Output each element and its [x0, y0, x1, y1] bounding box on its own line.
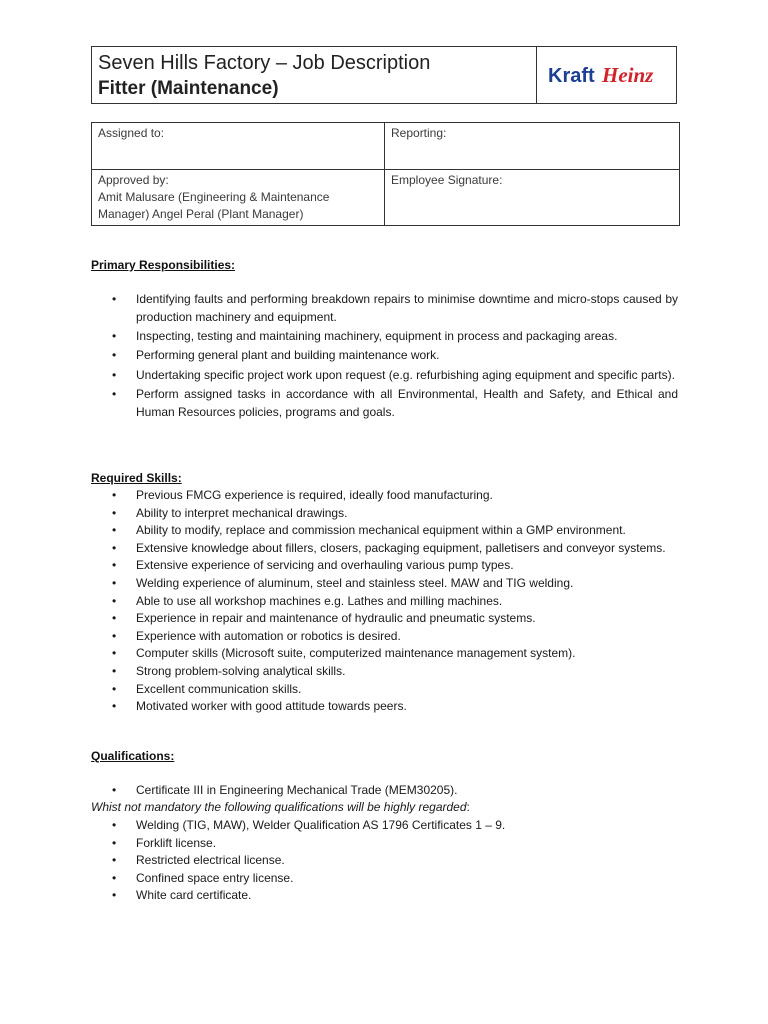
document-header	[91, 46, 677, 104]
bullet-icon: •	[112, 870, 117, 885]
bullet-icon: •	[112, 348, 117, 363]
list-item-text: Perform assigned tasks in accordance with all Environmental, Health and Safety, and Ethical and Human Resources policies, programs and goals.	[136, 387, 678, 419]
list-item-text: Ability to modify, replace and commission mechanical equipment within a GMP environment.	[136, 523, 626, 538]
logo-kraft-text: Kraft	[547, 65, 595, 87]
qualifications-heading: Qualifications:	[91, 749, 175, 763]
list-item-text: Undertaking specific project work upon request (e.g. refurbishing aging equipment and specific parts).	[136, 367, 675, 382]
list-item-text: Motivated worker with good attitude towards peers.	[136, 699, 407, 714]
bullet-icon: •	[112, 540, 117, 555]
list-item	[91, 817, 678, 835]
bullet-icon: •	[112, 853, 117, 868]
list-item	[91, 870, 678, 888]
bullet-icon: •	[112, 783, 117, 797]
bullet-icon: •	[112, 328, 117, 343]
list-item-text: Forklift license.	[136, 835, 217, 850]
list-item-text: Computer skills (Microsoft suite, computerized maintenance management system).	[136, 646, 576, 661]
list-item	[91, 487, 678, 505]
list-item-text: White card certificate.	[136, 888, 252, 903]
table-row	[92, 170, 680, 226]
list-item-text: Previous FMCG experience is required, ideally food manufacturing.	[136, 488, 493, 502]
required-qualifications-list	[91, 782, 678, 800]
list-item	[91, 367, 678, 385]
list-item-text: Restricted electrical license.	[136, 853, 285, 868]
list-item	[91, 575, 678, 593]
bullet-icon: •	[112, 611, 117, 626]
bullet-icon: •	[112, 663, 117, 678]
list-item	[91, 540, 678, 558]
list-item	[91, 347, 678, 365]
list-item	[91, 663, 678, 681]
list-item	[91, 291, 678, 326]
kraft-heinz-logo	[546, 60, 668, 90]
list-item-text: Performing general plant and building maintenance work.	[136, 348, 440, 363]
list-item	[91, 698, 678, 716]
list-item	[91, 593, 678, 611]
list-item-text: Experience with automation or robotics is desired.	[136, 628, 401, 643]
approver-names-line2: Manager) Angel Peral (Plant Manager)	[98, 207, 304, 221]
approved-by-cell	[92, 170, 385, 226]
list-item-text: Excellent communication skills.	[136, 681, 302, 696]
list-item	[91, 887, 678, 905]
list-item-text: Able to use all workshop machines e.g. Lathes and milling machines.	[136, 593, 503, 608]
bullet-icon: •	[112, 681, 117, 696]
bullet-icon: •	[112, 523, 117, 538]
list-item	[91, 628, 678, 646]
assignment-table	[91, 122, 680, 226]
list-item-text: Certificate III in Engineering Mechanical Trade (MEM30205).	[136, 783, 458, 797]
bullet-icon: •	[112, 628, 117, 643]
company-logo	[537, 47, 676, 103]
approver-names-line1: Amit Malusare (Engineering & Maintenance	[98, 190, 330, 204]
assigned-to-cell	[92, 123, 385, 170]
list-item	[91, 852, 678, 870]
list-item	[91, 782, 678, 800]
list-item	[91, 522, 678, 540]
list-item-text: Welding (TIG, MAW), Welder Qualification AS 1796 Certificates 1 – 9.	[136, 818, 506, 832]
employee-signature-cell	[385, 170, 680, 226]
list-item-text: Confined space entry license.	[136, 870, 294, 885]
bullet-icon: •	[112, 593, 117, 608]
bullet-icon: •	[112, 367, 117, 382]
job-title: Fitter (Maintenance)	[98, 78, 279, 99]
primary-responsibilities-list	[91, 291, 678, 423]
qualifications-note	[91, 800, 470, 814]
bullet-icon: •	[112, 488, 117, 502]
list-item	[91, 645, 678, 663]
list-item-text: Inspecting, testing and maintaining machinery, equipment in process and packaging areas.	[136, 328, 618, 343]
bullet-icon: •	[112, 558, 117, 573]
qualifications-note-colon: :	[466, 800, 470, 814]
bullet-icon: •	[112, 835, 117, 850]
bullet-icon: •	[112, 292, 117, 306]
list-item	[91, 505, 678, 523]
desired-qualifications-list	[91, 817, 678, 905]
list-item	[91, 557, 678, 575]
list-item	[91, 328, 678, 346]
list-item	[91, 386, 678, 421]
bullet-icon: •	[112, 575, 117, 590]
bullet-icon: •	[112, 699, 117, 714]
list-item	[91, 681, 678, 699]
approved-by-label: Approved by:	[98, 173, 169, 187]
qualifications-note-text: Whist not mandatory the following qualifications will be highly regarded	[91, 800, 467, 814]
list-item-text: Welding experience of aluminum, steel and stainless steel. MAW and TIG welding.	[136, 575, 574, 590]
list-item-text: Strong problem-solving analytical skills.	[136, 663, 346, 678]
employee-signature-label: Employee Signature:	[391, 173, 503, 187]
required-skills-list	[91, 487, 678, 716]
reporting-label: Reporting:	[391, 126, 447, 140]
list-item-text: Extensive experience of servicing and overhauling various pump types.	[136, 558, 514, 573]
bullet-icon: •	[112, 888, 117, 903]
bullet-icon: •	[112, 505, 117, 520]
list-item	[91, 610, 678, 628]
primary-responsibilities-heading: Primary Responsibilities:	[91, 258, 236, 272]
list-item-text: Experience in repair and maintenance of hydraulic and pneumatic systems.	[136, 611, 536, 626]
bullet-icon: •	[112, 646, 117, 661]
table-row	[92, 123, 680, 170]
document-title: Seven Hills Factory – Job Description	[98, 52, 431, 74]
bullet-icon: •	[112, 387, 117, 402]
required-skills-heading: Required Skills:	[91, 471, 182, 485]
list-item-text: Ability to interpret mechanical drawings.	[136, 505, 348, 520]
reporting-cell	[385, 123, 680, 170]
list-item	[91, 835, 678, 853]
header-title-cell	[92, 47, 537, 103]
logo-heinz-text: Heinz	[601, 63, 653, 87]
assigned-to-label: Assigned to:	[98, 126, 165, 140]
list-item-text: Extensive knowledge about fillers, closers, packaging equipment, palletisers and conveyor systems.	[136, 540, 666, 555]
list-item-text: Identifying faults and performing breakdown repairs to minimise downtime and micro-stops caused by production machinery and equipment.	[136, 292, 678, 324]
bullet-icon: •	[112, 818, 117, 832]
